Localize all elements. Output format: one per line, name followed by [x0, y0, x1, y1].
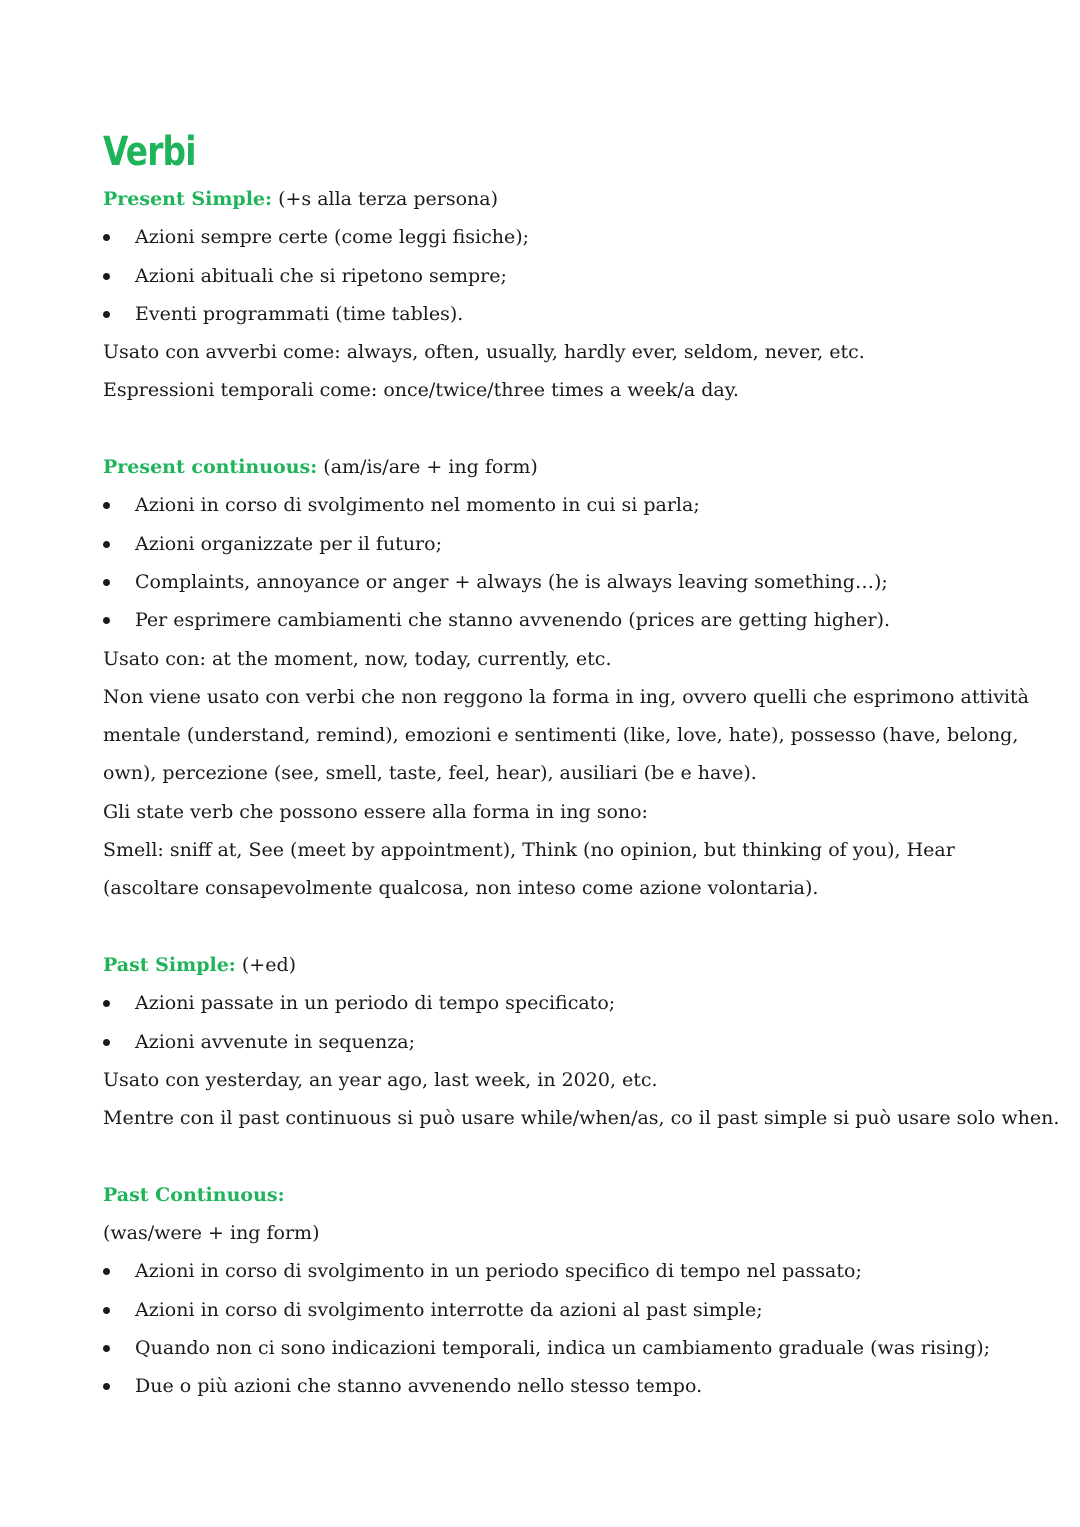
- bullet-item: Azioni in corso di svolgimento interrotte da azioni al past simple;: [103, 1291, 1003, 1329]
- text-line: Usato con yesterday, an year ago, last week, in 2020, etc.: [103, 1068, 658, 1091]
- section-past-simple: [103, 946, 1060, 1137]
- section-note: (+ed): [235, 953, 297, 976]
- section-note: (am/is/are + ing form): [317, 456, 538, 479]
- bullet-item: Eventi programmati (time tables).: [103, 295, 1003, 333]
- section-heading: Present continuous:: [103, 456, 318, 479]
- bullet-item: Azioni avvenute in sequenza;: [103, 1023, 1003, 1061]
- text-line: own), percezione (see, smell, taste, feel, hear), ausiliari (be e have).: [103, 762, 757, 785]
- bullet-item: Azioni in corso di svolgimento in un periodo specifico di tempo nel passato;: [103, 1252, 1003, 1290]
- spacer: [103, 410, 1003, 448]
- section-heading-line: [103, 180, 1003, 218]
- bullet-item: Azioni abituali che si ripetono sempre;: [103, 257, 1003, 295]
- text-line: Smell: sniff at, See (meet by appointment), Think (no opinion, but thinking of you), Hear: [103, 839, 955, 862]
- bullet-item: Azioni sempre certe (come leggi fisiche);: [103, 218, 1003, 256]
- section-heading-line: [103, 946, 1003, 984]
- text-line: Non viene usato con verbi che non reggono la forma in ing, ovvero quelli che esprimono attività: [103, 685, 1029, 708]
- section-present-continuous: [103, 448, 1029, 908]
- bullet-item: Per esprimere cambiamenti che stanno avvenendo (prices are getting higher).: [103, 601, 1003, 639]
- text-line: Usato con: at the moment, now, today, currently, etc.: [103, 647, 612, 670]
- bullet-item: Complaints, annoyance or anger + always (he is always leaving something…);: [103, 563, 1003, 601]
- text-line: Mentre con il past continuous si può usare while/when/as, co il past simple si può usare solo when.: [103, 1107, 1060, 1130]
- spacer: [103, 1137, 1003, 1175]
- bullet-item: Azioni organizzate per il futuro;: [103, 525, 1003, 563]
- bullet-item: Quando non ci sono indicazioni temporali, indica un cambiamento graduale (was rising);: [103, 1329, 1003, 1367]
- bullet-list: [103, 486, 1003, 639]
- bullet-item: Azioni in corso di svolgimento nel momento in cui si parla;: [103, 486, 1003, 524]
- text-line: mentale (understand, remind), emozioni e sentimenti (like, love, hate), possesso (have, belong,: [103, 724, 1019, 747]
- page-title: Verbi: [103, 129, 196, 175]
- bullet-list: [103, 218, 1003, 333]
- text-line: (ascoltare consapevolmente qualcosa, non inteso come azione volontaria).: [103, 877, 819, 900]
- document-page: [103, 128, 1060, 1406]
- section-heading-line: [103, 448, 1003, 486]
- text-line: Espressioni temporali come: once/twice/three times a week/a day.: [103, 379, 739, 402]
- text-line: Gli state verb che possono essere alla forma in ing sono:: [103, 800, 648, 823]
- text-line: Usato con avverbi come: always, often, usually, hardly ever, seldom, never, etc.: [103, 341, 865, 364]
- section-note: (+s alla terza persona): [272, 188, 499, 210]
- section-heading-line: [103, 1176, 1003, 1214]
- bullet-item: Due o più azioni che stanno avvenendo nello stesso tempo.: [103, 1367, 1003, 1405]
- section-past-continuous: [103, 1176, 1003, 1406]
- section-heading: Past Simple:: [103, 953, 236, 976]
- spacer: [103, 908, 1003, 946]
- bullet-item: Azioni passate in un periodo di tempo specificato;: [103, 984, 1003, 1022]
- section-note: (was/were + ing form): [103, 1222, 320, 1245]
- section-heading: Present Simple:: [103, 188, 273, 210]
- section-heading: Past Continuous:: [103, 1183, 285, 1206]
- bullet-list: [103, 1252, 1003, 1405]
- bullet-list: [103, 984, 1003, 1061]
- section-present-simple: [103, 180, 1003, 410]
